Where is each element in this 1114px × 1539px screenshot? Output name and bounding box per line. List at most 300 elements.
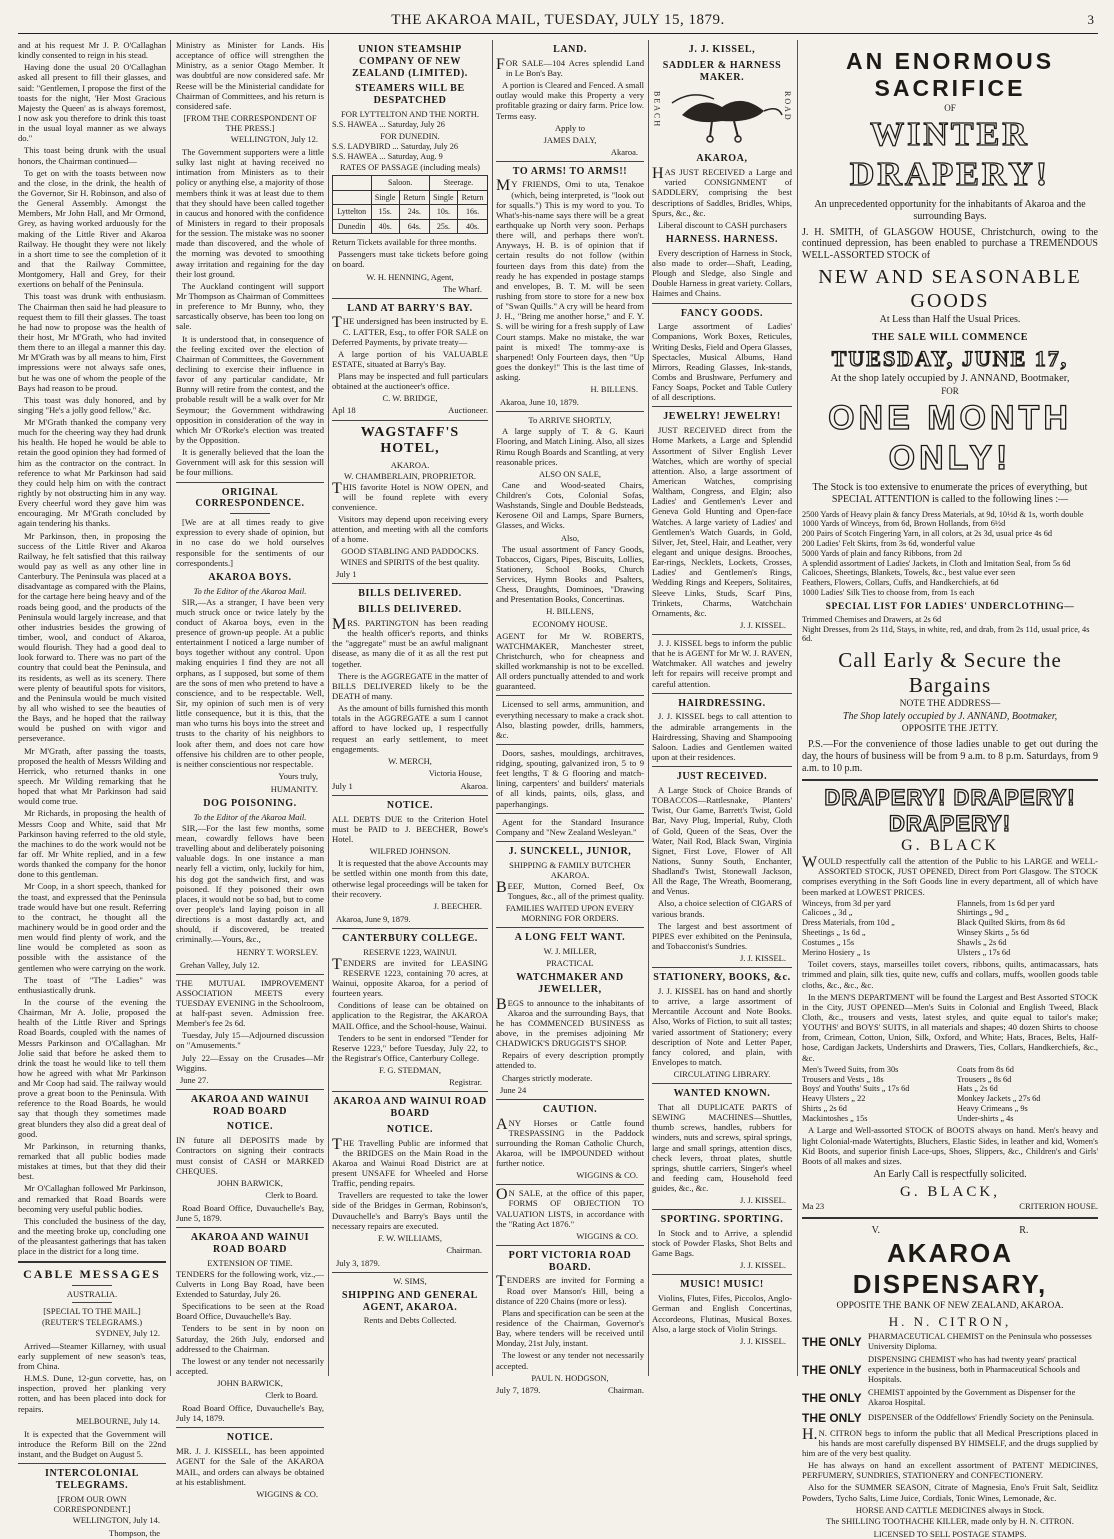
ad-signature: J. J. KISSEL. [739,1195,786,1206]
price-item: Shirtings „ 9d „ [957,908,1009,918]
editorial-note: [We are at all times ready to give expression to every shade of opinion, but in no case do we hold ourselves responsible for the sentiments of our correspondents.] [176,517,324,568]
ad-signature-role: CRITERION HOUSE. [1019,1201,1098,1212]
ad-signature: J. J. KISSEL. [739,1335,786,1346]
section-heading: CABLE MESSAGES [23,1267,161,1282]
telegram-paragraph: It is expected that the Government will introduce the Reform Bill on the 22nd instant, and the Budget on August 5. [18,1428,166,1459]
ad-text: Tenders to be sent in endorsed "Tender for Reserve 1223," before Tuesday, July 22, to the Registrar's Office, Canterbury College. [332,1032,488,1063]
table-header-cell: Return [458,190,488,204]
ad-subheading: ALSO ON SALE, [538,468,602,479]
ad-text: MRS. PARTINGTON has been reading the health officer's reports, and thinks the "aggregate" must be an awful malignant disease, as many die of it as all the rest put together. [332,616,488,669]
ad-text: A Large Stock of Choice Brands of TOBACCOS—Rattlesnake, Planters' Twist, Our Game, Barrett's Twist, Gold Bar, Navy Plug, Imperial, Ruby, Cloth of Gold, Queen of the Seas, Over the Water, Nail Rod, Black Swan, Virginia Signet, First Love, Flower of All Nations, Sunny South, Enchanter, Shadland's Twist, Stonewall Jackson, All the Rage, The Wreath, Boomerang, and Venus. [652,784,792,897]
ad-headline: ONE MONTH ONLY! [828,398,1072,477]
royal-cipher [802,1225,1098,1237]
article-paragraph: This toast was drunk with enthusiasm. The Chairman then said he had pleasure to request them to fill their glasses. The toast he had now to propose was the health of their host, Mr M'Grath, who had invited them there to an illegal a manner this day. Mr M'Grath was by all means to him, First impressions were not always safe ones, but he was one of whom the people of the Bays had reason to be proud. [18,291,166,393]
table-cell: 25s. [429,219,457,233]
ad-text: There is the AGGREGATE in the matter of BILLS DELIVERED likely to be the DEATH of many. [332,670,488,702]
article-paragraph: Mr O'Callaghan followed Mr Parkinson, and remarked that Road Boards were becoming very useful public bodies. [18,1183,166,1214]
ad-heading: WANTED KNOWN. [673,1088,771,1100]
ad-text: ON SALE, at the office of this paper, FORMS OF OBJECTION TO VALUATION LISTS, in accordance with the "Rating Act 1876." [496,1186,644,1229]
cipher-letter: R. [1019,1224,1029,1236]
ad-text: TENDERS for the following work, viz.,—Culverts in Long Bay Road, have been Extended to Saturday, July 26. [176,1268,324,1300]
divider [652,693,792,694]
ad-heading: NOTICE. [226,1432,274,1444]
ad-signature: WIGGINS & CO. [576,1170,638,1181]
letter-body: SIR,—As a stranger, I have been very much struck once or twice lately by the conduct of Akaroa boys, even in the presence of grown-up people. At a public entertainment I noticed a large number of boys together without any control. Upon making enquiries I find they are not all orphans, as I supposed, but some of them are the sons of men who pretend to have a conscience, and to be respectable. Well, Sir, my opinion of such men is of very little consequence, but it is this, that the man who turns his boys into the street and trusts to the charity of his neighbors to look after them, and does not care how offensive his children are to other people, is neither conscientious nor respectable. [176,596,324,769]
list-item: A splendid assortment of Ladies' Jackets, in Cloth and Imitation Seal, from 5s 6d [802,558,1071,568]
rates-table [332,175,488,234]
side-label-road: ROAD [783,91,792,123]
price-item: Dress Materials, from 10d „ [802,918,895,928]
ad-heading: JEWELRY! JEWELRY! [663,411,781,423]
ad-signature-role: ECONOMY HOUSE. [532,618,608,629]
column-rule [492,40,493,1376]
divider [18,1261,166,1263]
ad-headline: AKAROA DISPENSARY, [852,1238,1048,1300]
ad-text: J. J. KISSEL begs to inform the public that he is AGENT for Mr W. J. RAVEN, Watchmaker. All watches and jewelry left for repairs will receive prompt and careful attention. [652,637,792,689]
ad-text: A large supply of T. & G. Kauri Flooring, and Match Lining. Also, all sizes Rimu Rough Boards and Scantling, at very reasonable prices. [496,426,644,467]
ad-text: J. J. KISSEL begs to call attention to the admirable arrangements in the Hairdressing, Shaving and Shampooing Saloon. Ladies and Gentlemen waited upon at their residences. [652,711,792,762]
ad-heading: NOTICE. [226,1121,274,1133]
rates-caption: RATES OF PASSAGE (including meals) [340,162,480,173]
ad-subheading: OF [944,103,956,114]
ad-text: JUST RECEIVED direct from the Home Markets, a Large and Splendid Assortment of Silver English Lever Watches, which are worthy of special attention. Also, a large assortment of American Watches, comprising Waltham, Congress, and Elgin; also Ladies' and Gentlemen's Lever and Geneva Gold Hunting and Open-face Watches. A large variety of Ladies' and Gentlemen's Watch Guards, in Gold, Silver, Jet, Steel, Hair, and Leather, very elegant and unique designs. Brooches, Ear-rings, Necklets, Lockets, Crosses, Ladies' and Gentlemen's Rings, Wedding Rings and Keepers, Solitaires, Sleeve Links, Studs, Scarf Pins, Trinkets, Charms, Watchchain Ornaments, &c. [652,425,792,618]
ad-text: WOULD respectfully call the attention of the Public to his LARGE and WELL-ASSORTED STOCK, JUST OPENED, Direct from Port Glasgow. The STOCK comprises everything in the Soft Goods line in every department, all of which have been marked at LOWEST PRICES. [802,854,1098,897]
ad-text: It is requested that the above Accounts may be settled within one month from this date, otherwise legal proceedings will be taken for their recovery. [332,858,488,899]
ad-heading: SPORTING. SPORTING. [660,1214,784,1226]
ad-heading: STATIONERY, BOOKS, &c. [653,972,791,984]
telegram-paragraph: Arrived—Steamer Killarney, with usual early supplement of new season's teas, from China. [18,1340,166,1371]
credential-row [802,1411,1098,1425]
ad-heading: A LONG FELT WANT. [514,932,626,944]
table-cell: 10s. [429,205,457,219]
cipher-letter: V. [871,1224,881,1236]
ad-text: In the MEN'S DEPARTMENT will be found the Largest and Best Assorted STOCK in the City, JUST OPENED—Men's Suits in Colonial and English Tweed, Black Cloth, &c., trousers and vests, latest styles, and quite equal to tailor's make; YOUTHS' and BOYS' SUITS, in all materials and shapes; 40 dozen Shirts to choose from, Crimean, Cotton, Union, Silk, Oxford, and White; Hats, Braces, Belts, Half-hose, Cardigan Jackets, Undershirts and Drawers, Ties, Collars, Handkerchiefs, &c., &c. [802,991,1098,1063]
price-grid [802,1065,1098,1124]
ad-text: HAS JUST RECEIVED a Large and varied CONSIGNMENT of SADDLERY, comprising the best descriptions of Saddles, Bridles, Whips, Spurs, &c., &c. [652,165,792,218]
column-4 [496,40,644,1395]
ad-heading: LAND AT BARRY'S BAY. [347,302,473,314]
divider [496,161,644,162]
ad-text: P.S.—For the convenience of those ladies unable to get out during the day, the hours of business will be from 9 a.m. to 8 p.m. Saturdays, from 9 a.m. to 10 p.m. [802,738,1098,774]
ad-text: An unprecedented opportunity for the inhabitants of Akaroa and the surrounding Bays. [814,199,1086,222]
ad-headline: G. BLACK [901,837,999,855]
ad-text: A large portion of his VALUABLE ESTATE, situated at Barry's Bay. [332,348,488,369]
article-paragraph: To get on with the toasts between now and the close, in the drink, the health of the Governor, Sir H. Robinson, and also of the General Assembly. Amongst the Members, Mr John Hall, and Mr Ormond, Grey, as having worked arduously for the making of the Little River and Akaroa Railway. He thought they were not likely in a short time to see the completion of it and that the Railway Committee, Montgomery, Hall and Grey, for their exertions on behalf of the Peninsula. [18,167,166,290]
divider [496,813,644,814]
ad-place: Akaroa. [460,780,488,791]
price-item: Winsey Skirts „ 5s 6d [957,927,1030,937]
ad-heading: THE SALE WILL COMMENCE [871,332,1029,344]
table-header-cell: Single [371,190,399,204]
ad-signature: W. MERCH, [388,755,432,766]
ad-text: ANY Horses or Cattle found TRESPASSING in the Paddock surrounding the Roman Catholic Church, Akaroa, will be IMPOUNDED without further notice. [496,1115,644,1169]
dateline: WELLINGTON, July 12. [230,134,318,145]
ad-signature: JOHN BARWICK, [217,1378,283,1389]
section-heading: ORIGINAL CORRESPONDENCE. [195,486,305,510]
divider [652,634,792,635]
ad-text: Doors, sashes, mouldings, architraves, ridging, spouting, galvanized iron, 5 to 9 feet lengths, T & G flooring and match-lining, carpenters' and builders' materials of all kinds, paints, oils, glass, and paperhangings. [496,747,644,809]
ad-signature-role: Clerk to Board. [265,1189,318,1200]
divider [332,298,488,299]
ad-text: TENDERS are invited for Forming a Road over Manson's Hill, being a distance of 220 Chains (more or less). [496,1273,644,1306]
divider [652,1209,792,1210]
divider [332,1091,488,1092]
ad-headline: Call Early & Secure the Bargains [838,648,1062,697]
dateline: MELBOURNE, July 14. [75,1415,160,1426]
ad-date: Akaroa, June 9, 1879. [336,913,411,924]
divider [496,695,644,696]
divider [652,967,792,968]
price-item: Sheetings „ 1s 6d „ [802,927,866,937]
sailing-line: S.S. LADYBIRD ... Saturday, July 26 [332,141,458,151]
price-grid [802,899,1098,958]
dateline: WELLINGTON, July 14. [72,1514,160,1525]
ad-subheading: The SHILLING TOOTHACHE KILLER, made only by H. N. CITRON. [826,1515,1074,1526]
ad-heading: STEAMERS WILL BE DESPATCHED [355,83,465,107]
column-2 [176,40,324,1499]
ad-text: THIS favorite Hotel is NOW OPEN, and will be found replete with every convenience. [332,479,488,512]
credential-text: PHARMACEUTICAL CHEMIST on the Peninsula who possesses University Diploma. [868,1332,1092,1352]
article-paragraph: This toast was duly honored, and by singing "He's a jolly good fellow," &c. [18,394,166,415]
ad-subheading: CIRCULATING LIBRARY. [673,1069,771,1080]
ad-text: Every description of Harness in Stock, also made to order—Shaft, Leading, Plough and Sledge, also Single and Double Harness in great variety. Collars, Haimes and Chains. [652,247,793,299]
ad-signature: J. BEECHER. [433,900,482,911]
ad-headline: AN ENORMOUS SACRIFICE [845,48,1055,102]
ad-date: Apl 18 [332,405,356,416]
article-paragraph: In the course of the evening the Chairman, Mr A. Jolie, proposed the health of the Little River and Springs Road Boards, coupled with the names of Messrs Parkinson and O'Callaghan. Mr Jolie said that before he asked them to drink the toast he would like to tell them how he agreed with what Mr Parkinson and Mr Coop had said. The railway would prove a great boon to the Peninsula. With reference to the Road Boards, he would say that though they sometimes made great blunders they also did a great deal of good. [18,996,166,1139]
ad-date: Ma 23 [802,1201,825,1212]
ad-heading: AKAROA, [696,153,748,165]
ad-date: July 1 [332,780,353,791]
ad-text: Road Board Office, Duvauchelle's Bay, June 5, 1879. [176,1202,324,1223]
ad-heading: NOTICE. [386,1123,434,1135]
ad-text: MY FRIENDS, Omi to uta, Tenakoe (which, being interpreted, is "look out for squalls.") This is my word to you. To What's-his-name says there will be a great earthquake up North very soon. Perhaps there will, and perhaps there won't. Anyways, H. B. is of opinion that if certain results do not follow (within fourteen days from this date) from the ready he has expended in postage stamps and envelopes, B. T. M. will be seen rushing from store to store for a new box of "Swan Quills." A cry will be heard from J. H., "Bring me another horse," and F. Y. S. will be wiring for a fresh supply of Law Court stamps. Make no mistake, the war paint is mixed! The tommy-axe is sharpened! Only Fourteen days, then "Up goes the donkey!" This is the last time of asking. [496,177,644,383]
credential-label: THE ONLY [802,1390,862,1405]
table-cell: 40s. [371,219,399,233]
ad-subheading: Also, [560,532,580,543]
table-header-row [333,190,488,204]
ad-footer [332,405,488,415]
ad-signature: J. J. KISSEL. [739,953,786,964]
ad-text: IN future all DEPOSITS made by Contractors on signing their contracts must consist of CASH or MARKED CHEQUES. [176,1135,324,1176]
list-item: 200 Ladies' Felt Skirts, from 3s 6d, wonderful value [802,538,975,548]
ad-mutual-improvement: THE MUTUAL IMPROVEMENT ASSOCIATION MEETS every TUESDAY EVENING in the Schoolroom, at half-past seven. Admission free. Member's fee 2s 6d. [176,977,324,1029]
ad-text: A portion is Cleared and Fenced. A small outlay would make this Property a very profitable grazing or dairy farm. Price low. Terms easy. [496,80,644,121]
ad-text: Large assortment of Ladies' Companions, Work Boxes, Reticules, Writing Desks, Field and Opera Glasses, Spectacles, Musical Albums, Hand Mirrors, Reading Glasses, Ink-stands, Combs and Brushware, Perfumery and Fancy Soaps, Pocket and Table Cutlery of all descriptions. [652,321,792,403]
article-paragraph: and at his request Mr J. P. O'Callaghan kindly consented to reign in his stead. [18,40,166,61]
divider [496,1099,644,1100]
ad-text: As the amount of bills furnished this month totals in the AGGREGATE a sum I cannot afford to have locked up, I respectfully request an early settlement, to meet engagements. [332,703,488,754]
ad-name: W. J. MILLER, [543,945,597,956]
ad-text: Road Board Office, Duvauchelle's Bay, July 14, 1879. [176,1403,324,1424]
ad-heading: FANCY GOODS. [680,307,764,319]
article-paragraph: Mr M'Grath, after passing the toasts, proposed the health of Messrs Wilding and Herrick, who returned thanks in one speech. Mr Wilding remarking that he hoped that what Mr Parkinson had said would come true. [18,745,166,807]
divider [18,1463,166,1464]
article-paragraph: Having done the usual 20 O'Callaghan asked all present to fill their glasses, and said: "Gentlemen, I propose the first of the toasts for the night, 'Her Most Gracious Majesty the Queen' as is always foremost, I now ask you therefore to drink this toast in the usual loyal manner as we always do." [18,62,166,144]
divider [176,1089,324,1090]
table-header-cell: Steerage. [429,176,487,190]
ad-footer [332,781,488,791]
telegram-fragment: Thompson, the [109,1527,160,1538]
divider [496,744,644,745]
ad-heading: PORT VICTORIA ROAD BOARD. [508,1249,632,1273]
ad-signature-role: Registrar. [449,1077,482,1088]
table-cell [333,176,372,190]
article-paragraph: The toast of "The Ladies" was enthusiastically drunk. [18,974,166,995]
price-item: Mackintoshes „ 15s [802,1113,868,1123]
section-heading: INTERCOLONIAL TELEGRAMS. [45,1468,139,1491]
ad-date: Akaroa, June 10, 1879. [500,397,579,408]
ad-subheading: OPPOSITE THE JETTY. [901,723,999,734]
ad-text: Licensed to sell arms, ammunition, and everything necessary to make a crack shot. Also, blasting powder, drills, hammers, &c. [496,699,644,740]
ad-subheading: NOTE THE ADDRESS— [899,698,1001,709]
ad-text: At the shop lately occupied by J. ANNAND, Bootmaker, [830,372,1070,384]
credential-row [802,1388,1098,1408]
ad-signature: PAUL N. HODGSON, [531,1372,609,1383]
ad-text: Toilet covers, stays, marseilles toilet covers, ribbons, quilts, antimacassars, hats trimmed and plain, silk ties, quite new, cuffs and collars, muffs, woollen goods table cloths, &c., &c., &c. [802,959,1098,990]
ad-date: July 7, 1879. [496,1384,541,1395]
ad-text: Cane and Wood-seated Chairs, Children's Cots, Colonial Sofas, Washstands, Single and Double Bedsteads, Kerosene Oil and Lamps, Spare Burners, Glasses, and Wicks. [496,479,644,531]
article-paragraph: The Auckland contingent will support Mr Thompson as Chairman of Committees in preference to Mr Bunny, who, they sarcastically observe, has been too long on sale. [176,280,324,332]
article-paragraph: Ministry as Minister for Lands. His acceptance of office will strengthen the Ministry, as a senior Otago Member. It was doubtful are now considered safe. Mr Reese will be the Ministerial candidate for Chairman of Committees, and his return is considered safe. [176,40,324,111]
ad-heading: SPECIAL LIST FOR LADIES' UNDERCLOTHING— [825,601,1075,612]
ad-text: Travellers are requested to take the lower side of the Bridges in German, Robinson's, Duvauchelle's and Barry's Bays until the necessary repairs are executed. [332,1190,488,1231]
ad-text: BEEF, Mutton, Corned Beef, Ox Tongues, &c., all of the primest quality. [496,878,644,902]
column-rule [648,40,649,1376]
ad-text: BEGS to announce to the inhabitants of Akaroa and the surrounding Bays, that he has COMMENCED BUSINESS as above, in the premises adjoining Mr CHADWICK'S DRUGGIST'S SHOP. [496,995,644,1049]
ad-headline: TUESDAY, JUNE 17, [831,345,1069,371]
ad-subheading: AKAROA. [390,459,430,470]
telegram-paragraph: H.M.S. Dune, 12-gun corvette, has, on inspection, proved her planking very rotten, and has been placed into dock for repairs. [18,1373,166,1414]
masthead [18,8,1098,34]
ad-text: The lowest or any tender not necessarily accepted. [496,1350,644,1371]
dateline: SYDNEY, July 12. [95,1327,160,1338]
table-cell [333,190,372,204]
article-paragraph: This toast being drunk with the usual honors, the Chairman continued— [18,145,166,166]
source-note: [FROM OUR OWN CORRESPONDENT.] [53,1493,131,1514]
price-item: Coats from 8s 6d [957,1064,1014,1074]
ad-signature: G. BLACK, [900,1183,1000,1200]
ad-text: Return Tickets available for three months. [332,237,477,248]
ad-signature: J. J. KISSEL. [739,1260,786,1271]
column-rule [170,40,171,1376]
ad-subheading: SHIPPING & FAMILY BUTCHER AKAROA. [509,859,631,880]
credential-text: DISPENSER of the Oddfellows' Friendly Society on the Peninsula. [868,1412,1094,1422]
letter-signature: HUMANITY. [270,784,318,795]
source-note: [SPECIAL TO THE MAIL.] [43,1305,141,1316]
ad-footer [496,1385,644,1395]
divider [652,406,792,407]
ad-text: Also for the SUMMER SEASON, Citrate of Magnesia, Eno's Fruit Salt, Seidlitz Powders, Tycho Salts, Lime Juice, Cordials, Tonic Wines, Lemonade, &c. [802,1482,1098,1503]
list-item: 1000 Ladies' Silk Ties to choose from, from 1s each [802,587,975,597]
letter-address: To the Editor of the Akaroa Mail. [193,585,307,596]
ad-text: J. J. KISSEL has on hand and shortly to arrive, a large assortment of Mercantile Account and Note Books. Also, Works of Fiction, to suit all tastes; varied assortment of Stationery; every description of Note and Letter Paper, fancy colored, and plain, with Envelopes to match. [652,986,792,1067]
ad-text: The usual assortment of Fancy Goods, Tobaccos, Cigars, Pipes, Biscuits, Lollies, Stationery, School Books, Church Services, Hymn Books and Psalters, Chess, Draughts, Dominoes, "Drawing and Presentation Books, Concertinas. [496,543,644,605]
table-header-cell: Single [429,190,457,204]
table-cell: 40s. [458,219,488,233]
letter-place: Grehan Valley, July 12. [180,959,260,970]
masthead-title: THE AKAROA MAIL, TUESDAY, JULY 15, 1879. [391,12,725,28]
ad-signature: WIGGINS & CO. [576,1230,638,1241]
ad-signature: WILFRED JOHNSON. [369,846,451,857]
ad-subheading: FOR [941,386,959,397]
ad-text: Conditions of lease can be obtained on application to the Registrar, the AKAROA MAIL Office, and the School-house, Wainui. [332,1000,488,1031]
price-item: Flannels, from 1s 6d per yard [957,898,1055,908]
ad-signature: J. J. KISSEL. [739,619,786,630]
letter-signature: HENRY T. WORSLEY. [236,946,318,957]
ad-text: The largest and best assortment of PIPES ever exhibited on the Peninsula, and Tobacconist's Sundries. [652,920,792,952]
table-cell: 64s. [399,219,429,233]
divider [230,513,270,514]
divider [652,303,792,304]
price-list [802,510,1098,598]
list-item: Calicoes, Sheetings, Blankets, Towels, &c., best value ever seen [802,568,1016,578]
ad-text: Also, a choice selection of CIGARS of various brands. [652,898,792,919]
divider [496,1245,644,1246]
price-item: Heavy Ulsters „ 22 [802,1094,866,1104]
credential-label: THE ONLY [802,1410,862,1425]
divider [176,1227,324,1228]
ad-subheading: To ARRIVE SHORTLY, [528,415,612,426]
price-item: Black Quilted Skirts, from 8s 6d [957,918,1065,928]
ad-headline: WINTER DRAPERY! [849,115,1051,193]
price-item: Heavy Crimeans „ 9s [957,1103,1028,1113]
ad-heading: AKAROA AND WAINUI ROAD BOARD [190,1232,310,1255]
list-item: Feathers, Flowers, Collars, Cuffs, and Handkerchiefs, at 6d [802,578,999,588]
ad-date: June 24 [500,1084,527,1095]
column-rule [328,40,329,1376]
divider [332,583,488,584]
sailing-line: S.S. HAWEA ... Saturday, Aug. 9 [332,151,443,161]
ad-signature: WIGGINS & CO. [256,1488,318,1499]
divider [332,1272,488,1273]
ad-text: MR. J. J. KISSELL, has been appointed AGENT for the Sale of the AKAROA MAIL, and orders can always be obtained at his establishment. [176,1446,324,1487]
divider [496,841,644,842]
credential-text: CHEMIST appointed by the Government as Dispenser for the Akaroa Hospital. [868,1387,1076,1407]
ad-text: Specifications to be seen at the Road Board Office, Duvauchelle's Bay. [176,1301,324,1322]
letter-body: SIR,—For the last few months, some mean, cowardly fellows have been travelling about and deliberately poisoning valuable dogs. In one instance a man nearly fell a victim, only, luckily for him, his dog got the sandwich first, and was poisoned. If they poisoned their own places, it would not be so bad, but to come over people's land laying poison in all directions is a most dastardly act, and should, if discovered, be treated criminally.—Yours, &c., [176,822,324,945]
ad-text: Charges strictly moderate. [502,1072,593,1083]
divider [802,1217,1098,1219]
ad-text: Plans and specification can be seen at the residence of the Chairman, Governor's Bay, where tenders will be received until Monday, 21st July, instant. [496,1307,644,1349]
letter-heading: AKAROA BOYS. [208,571,292,583]
ad-signature-role: Chairman. [607,1384,644,1395]
ad-subheading: RESERVE 1223, WAINUI. [363,946,457,957]
divider [496,411,644,412]
ad-text: ALL DEBTS DUE to the Criterion Hotel must be PAID to J. BEECHER, Bowe's Hotel. [332,813,488,845]
article-paragraph: It is generally believed that the loan the Government will ask for this session will be four millions. [176,447,324,478]
letter-closing: Yours truly, [278,771,318,782]
letter-heading: DOG POISONING. [203,798,297,810]
ad-signature: C. W. BRIDGE, [382,393,438,404]
ad-text: A Large and Well-assorted STOCK of BOOTS always on hand. Men's heavy and light Colonial-made Watertights, Bluchers, Elastic Sides, in leather and kid, Women's Kid Boots, and superior finish Lace-ups, Shoes, Slippers, &c., Children's and Girls' Boots of all makes and sizes. [802,1125,1098,1166]
ad-text: Tenders to be sent in by noon on Saturday, the 26th July, endorsed and addressed to the Chairman. [176,1323,324,1354]
ad-text: Passengers must take tickets before going on board. [332,249,488,270]
ad-footer [802,1201,1098,1211]
article-paragraph: Mr Parkinson, in returning thanks, remarked that all public bodies made mistakes at times, but that they did their best. [18,1140,166,1182]
ad-heading: MUSIC! MUSIC! [680,1279,764,1291]
table-row [333,219,488,233]
ad-subheading: FOR DUNEDIN. [380,130,440,141]
column-3 [332,40,488,1376]
source-note: (REUTER'S TELEGRAMS.) [41,1316,143,1327]
price-item: Shirts „ 2s 6d [802,1103,847,1113]
list-item: 1000 Yards of Winceys, from 6d, Brown Hollands, from 6½d [802,519,1006,529]
ad-headline: DRAPERY! DRAPERY! DRAPERY! [824,785,1076,837]
divider [496,1184,644,1185]
ad-date: July 3, 1879. [336,1257,380,1268]
ad-signature: F. W. WILLIAMS, [377,1232,443,1243]
price-item: Ulsters „ 17s 6d [957,947,1011,957]
ad-heading: HARNESS. HARNESS. [665,234,779,246]
divider [652,766,792,767]
ad-text: Liberal discount to CASH purchasers [658,219,787,230]
divider [332,928,488,929]
ad-heading: WAGSTAFF'S HOTEL, [360,424,460,457]
ad-name: H. N. CITRON, [888,1313,1012,1329]
source-note: [FROM THE CORRESPONDENT OF THE PRESS.] [183,112,317,133]
ad-text: An Early Call is respectfully solicited. [873,1168,1027,1180]
ad-text: Repairs of every description promptly attended to. [496,1050,644,1071]
ad-text: THE Travelling Public are informed that the BRIDGES on the Main Road in the Akaroa and Wainui Road District are at present UNSAFE for Wheeled and Horse Traffic, pending repairs. [332,1135,488,1189]
price-item: Trousers „ 8s 6d [957,1074,1012,1084]
list-item: 2500 Yards of Heavy plain & fancy Dress Materials, at 9d, 10½d & 1s, worth double [802,509,1084,519]
article-paragraph: Mr M'Grath thanked the company very much for the cheering way they had drunk his health. He hoped he would be able to retain the good opinion they had formed of him as the contractor on the contract. In reference to what Mr Parkinson had said they could help him on with the contract rightly by not obstructing him in any way. Every cheerful word they gave him was encouraging. Mr M'Grath concluded by again tendering his thanks. [18,417,166,529]
ad-subheading: LICENSED TO SELL POSTAGE STAMPS. [873,1528,1027,1539]
price-item: Merino Hosiery „ 1s [802,947,870,957]
article-paragraph: It is understood that, in consequence of the feeling excited over the election of Chairman of Committees, the Government declining to exercise their influence in favor of any particular candidate, Mr Bunny will retire from the contest, and the probable result will be a walk over for Mr Seymour; the Government withdrawing opposition in consideration of the way in which Mr O'Rorke's election was treated by the Opposition. [176,333,324,445]
ad-heading: AKAROA AND WAINUI ROAD BOARD [190,1093,310,1117]
ad-signature: JAMES DALY, [543,134,597,145]
table-header-cell: Return [399,190,429,204]
article-paragraph: Mr Parkinson, then, in proposing the success of the Little River and Akaroa Railway, he felt satisfied that this railway would pay as well as any other line in Canterbury. The Peninsula was placed at a disadvantage as compared with the Plains, for the cartage here being heavy and of the roads being good, and the products of the Peninsula would largely increase, and that other industries besides the growing of timber, wool, and conduct of Akaroa, would flourish. They had a good deal to look forward to. There was no part of the country that could beat the Peninsula, and its residents, as well as its scenery. There were plenty of beautiful spots for visitors, and the Peninsula would be much visited by all who wished to see the beauties of the Bays, and he hoped that the railway would be pushed on with vigor and perseverance. [18,530,166,744]
price-item: Trousers and Vests „ 18s [802,1074,884,1084]
price-item: Costumes „ 15s [802,937,855,947]
list-item: Trimmed Chemises and Drawers, at 2s 6d [802,614,942,624]
article-paragraph: Mr Coop, in a short speech, thanked for the toast, and expressed that the Peninsula trade would have but one result. Referring to the contract, he thought all the machinery would be in good order and the men would find plenty of work, and the line would be completed as soon as possible with the assistance of the gentlemen who were carrying on the work. [18,881,166,973]
ad-text: That all DUPLICATE PARTS of SEWING MACHINES—Shuttles, thumb screws, handles, rubbers for winders, nuts and screws, spiral springs, large and small springs, attention discs, check levers, throat plates, shuttle springs, shuttle carriers, Singer's wheel and feeding cam, Household feed guides, &c., &c. [652,1101,792,1194]
ad-heading: AKAROA AND WAINUI ROAD BOARD [333,1096,487,1119]
letter-address: To the Editor of the Akaroa Mail. [193,811,307,822]
table-cell: Dunedin [333,219,372,233]
credential-label: THE ONLY [802,1362,862,1377]
ad-signature-role: The Wharf. [442,283,482,294]
credential-row [802,1332,1098,1352]
table-header-row [333,176,488,190]
ad-headline: NEW AND SEASONABLE GOODS [818,266,1082,312]
credential-text: DISPENSING CHEMIST who has had twenty years' practical experience in the business, both in Pharmaceutical Schools and Hospitals. [868,1355,1080,1384]
price-item: Hats „ 2s 6d [957,1084,998,1094]
ad-heading: NOTICE. [386,800,434,812]
table-cell: 16s. [458,205,488,219]
ad-text: FOR SALE—104 Acres splendid Land in Le Bon's Bay. [496,55,644,78]
ad-text: The Stock is too extensive to enumerate the prices of everything, but SPECIAL ATTENTION is called to the following lines :— [812,482,1088,505]
price-item: Calicoes „ 3d „ [802,908,853,918]
ad-text: THE undersigned has been instructed by E. C. LATTER, Esq., to offer FOR SALE on Deferred Payments, by private treaty— [332,314,488,347]
table-row [333,205,488,219]
section-subheading: AUSTRALIA. [66,1288,118,1299]
divider [176,974,324,975]
ad-subheading: W. CHAMBERLAIN, PROPRIETOR. [343,470,476,481]
list-item: 5000 Yards of plain and fancy Ribbons, from 2d [802,548,962,558]
table-cell: 15s. [371,205,399,219]
ad-text: The Shop lately occupied by J. ANNAND, Bootmaker, [842,710,1058,722]
column-rule [797,40,798,1376]
divider [652,1274,792,1275]
ad-text: The lowest or any tender not necessarily accepted. [176,1355,324,1377]
divider [332,795,488,796]
ad-signature-role: Chairman. [446,1244,482,1255]
